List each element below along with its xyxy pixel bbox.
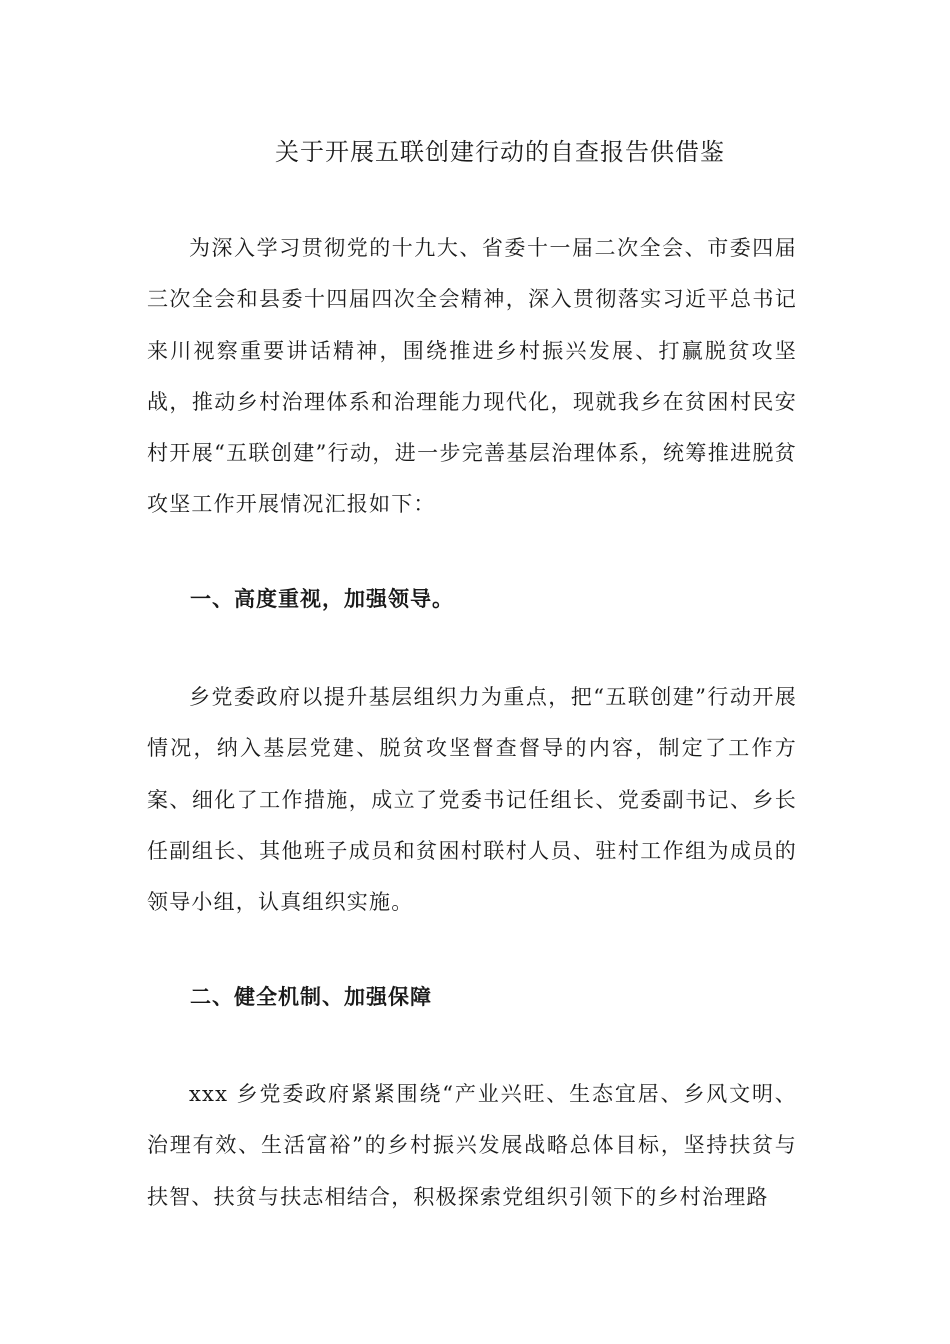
- paragraph-section-2: xxx 乡党委政府紧紧围绕“产业兴旺、生态宜居、乡风文明、治理有效、生活富裕”的乡村振兴发展战略总体目标，坚持扶贫与扶智、扶贫与扶志相结合，积极探索党组织引领下的乡村治理路: [147, 1082, 797, 1209]
- paragraph-intro: 为深入学习贯彻党的十九大、省委十一届二次全会、市委四届三次全会和县委十四届四次全会精神，深入贯彻落实习近平总书记来川视察重要讲话精神，围绕推进乡村振兴发展、打赢脱贫攻坚战，推动乡村治理体系和治理能力现代化，现就我乡在贫困村民安村开展“五联创建”行动，进一步完善基层治理体系，统筹推进脱贫攻坚工作开展情况汇报如下：: [147, 236, 797, 517]
- document-title: 关于开展五联创建行动的自查报告供借鉴: [275, 138, 725, 166]
- paragraph-section-1: 乡党委政府以提升基层组织力为重点，把“五联创建”行动开展情况，纳入基层党建、脱贫攻坚督查督导的内容，制定了工作方案、细化了工作措施，成立了党委书记任组长、党委副书记、乡长任副组长、其他班子成员和贫困村联村人员、驻村工作组为成员的领导小组，认真组织实施。: [147, 685, 797, 915]
- section-heading-2: 二、健全机制、加强保障: [190, 985, 432, 1009]
- section-heading-1: 一、高度重视，加强领导。: [190, 587, 454, 611]
